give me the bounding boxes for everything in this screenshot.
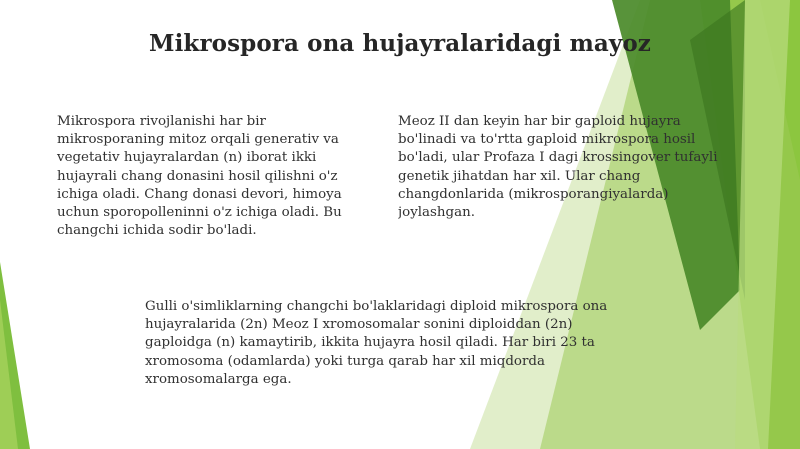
paragraph-right-line: bo'linadi va to'rtta gaploid mikrospora hosil <box>398 132 696 148</box>
paragraph-right-line: genetik jihatdan har xil. Ular chang <box>398 168 641 184</box>
paragraph-right <box>398 113 738 222</box>
slide-title: Mikrospora ona hujayralaridagi mayoz <box>149 30 651 57</box>
paragraph-right-line: changdonlarida (mikrosporangiyalarda) <box>398 186 669 202</box>
paragraph-right-line: bo'ladi, ular Profaza I dagi krossingover tufayli <box>398 150 718 166</box>
paragraph-right-line: joylashgan. <box>398 205 475 221</box>
paragraph-left: Mikrospora rivojlanishi har bir mikrosporaning mitoz orqali generativ va vegetativ hujayralardan (n) iborat ikki hujayrali chang donasini hosil qilishni o'z ichiga oladi. Chang donasi devori, himoya uchun sporopolleninni o'z ichiga oladi. Bu changchi ichida sodir bo'ladi. <box>57 114 342 239</box>
paragraph-bottom: Gulli o'simliklarning changchi bo'laklaridagi diploid mikrospora ona hujayralarida (2n) Meoz I xromosomalar sonini diploiddan (2n) gaploidga (n) kamaytirib, ikkita hujayra hosil qiladi. Har biri 23 ta xromosoma (odamlarda) yoki turga qarab har xil miqdorda xromosomalarga ega. <box>145 299 608 387</box>
paragraph-right-line: Meoz II dan keyin har bir gaploid hujayra <box>398 114 681 129</box>
